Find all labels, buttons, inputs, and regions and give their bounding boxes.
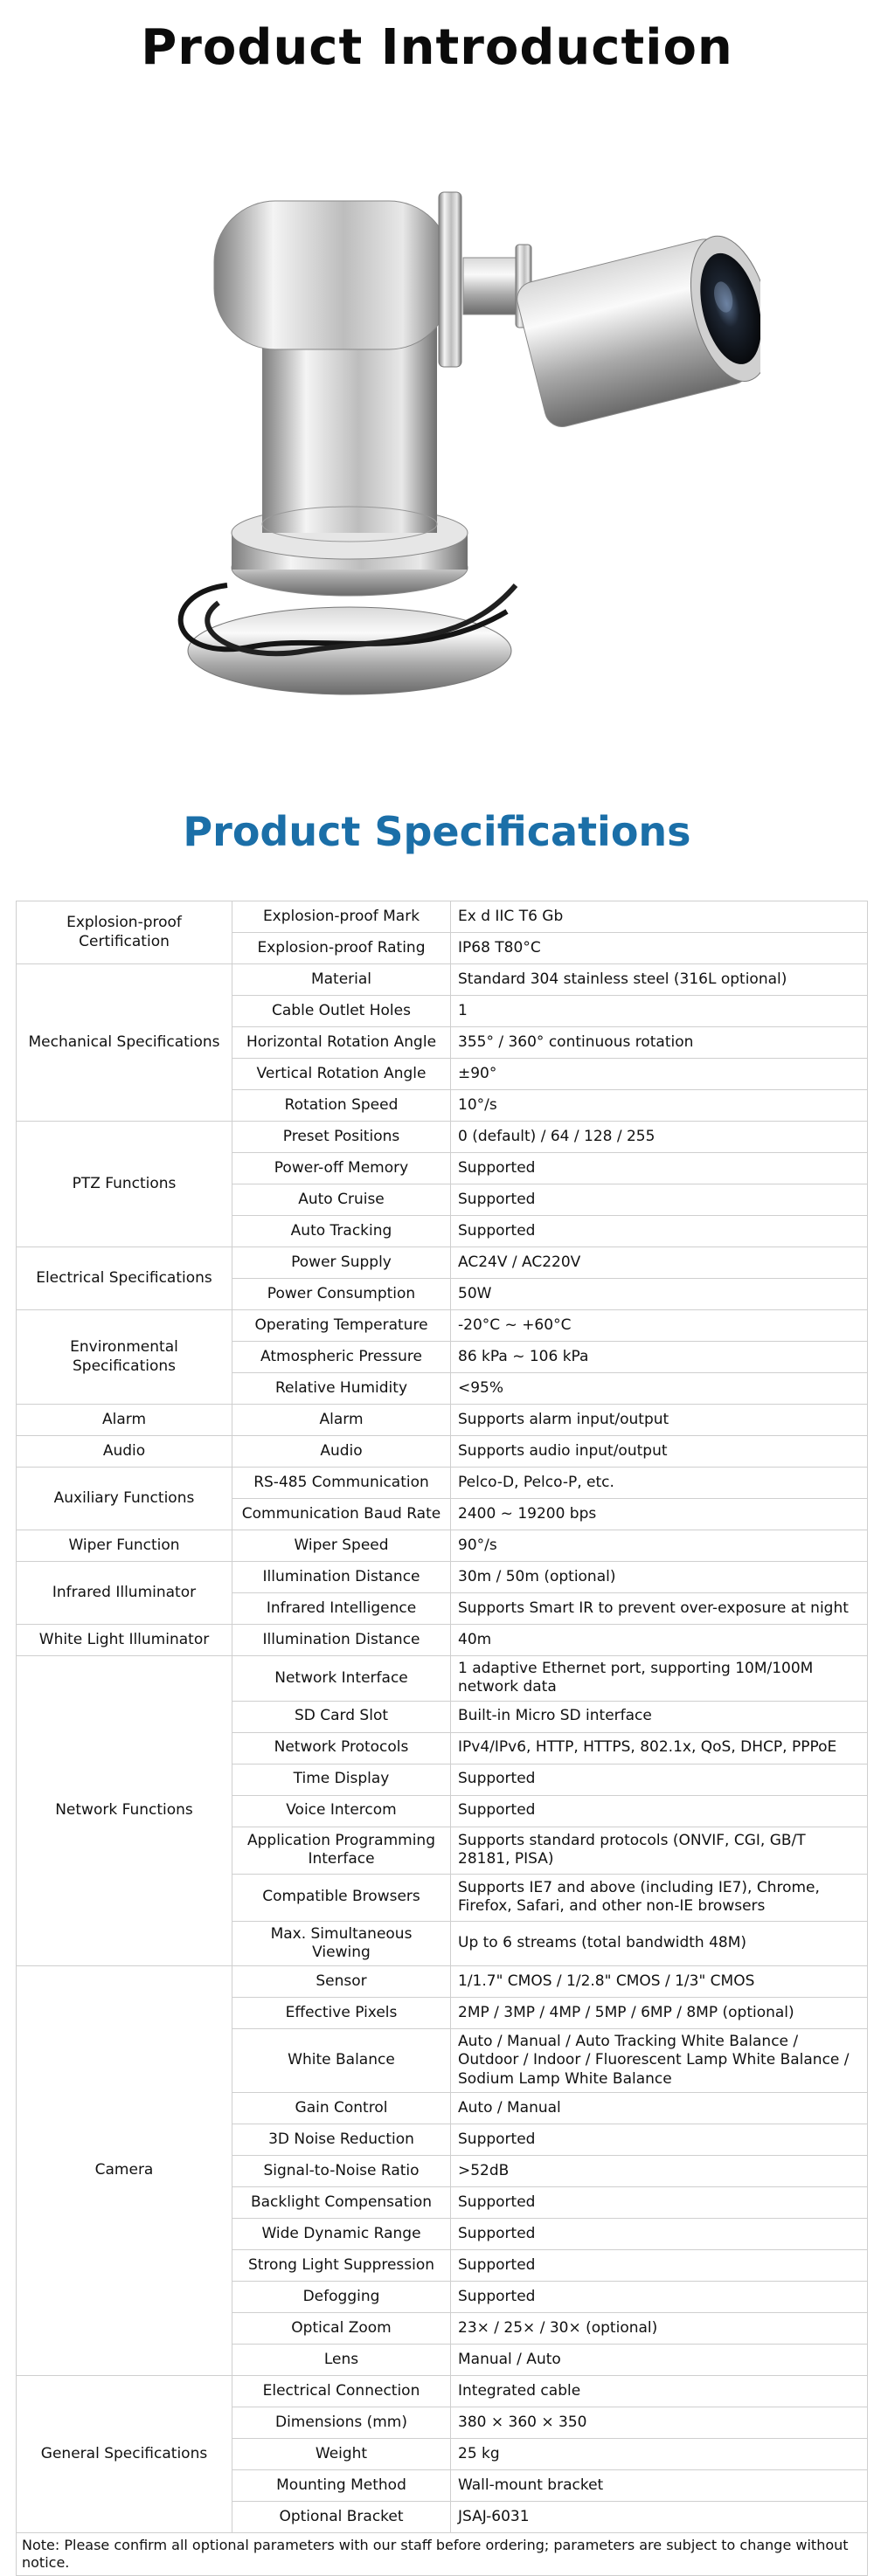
table-row (17, 1656, 868, 1702)
spec-value: 380 × 360 × 350 (451, 2407, 868, 2438)
spec-name: Optical Zoom (232, 2312, 451, 2344)
pan-column (262, 323, 437, 533)
footnote: Note: Please confirm all optional parameters with our staff before ordering; parameters are subject to change without notice. (17, 2532, 868, 2575)
page-title-product-introduction: Product Introduction (141, 19, 733, 76)
spec-value: 1/1.7" CMOS / 1/2.8" CMOS / 1/3" CMOS (451, 1966, 868, 1998)
spec-name: Atmospheric Pressure (232, 1342, 451, 1373)
spec-value: 23× / 25× / 30× (optional) (451, 2312, 868, 2344)
spec-name: Illumination Distance (232, 1625, 451, 1656)
spec-category: Audio (17, 1436, 232, 1468)
spec-name: Compatible Browsers (232, 1874, 451, 1921)
spec-value: 2MP / 3MP / 4MP / 5MP / 6MP / 8MP (optional) (451, 1998, 868, 2029)
spec-category: Alarm (17, 1405, 232, 1436)
product-image (131, 175, 760, 742)
spec-value: Supports IE7 and above (including IE7), Chrome, Firefox, Safari, and other non-IE browsers (451, 1874, 868, 1921)
spec-value: 2400 ~ 19200 bps (451, 1499, 868, 1530)
spec-name: Communication Baud Rate (232, 1499, 451, 1530)
spec-category: Mechanical Specifications (17, 964, 232, 1122)
spec-name: Rotation Speed (232, 1090, 451, 1122)
spec-value: Supported (451, 2186, 868, 2218)
spec-value: Supported (451, 1764, 868, 1795)
spec-value: Pelco-D, Pelco-P, etc. (451, 1468, 868, 1499)
spec-value: 1 (451, 996, 868, 1027)
table-row (17, 2375, 868, 2407)
spec-name: Power Consumption (232, 1279, 451, 1310)
spec-category: Camera (17, 1966, 232, 2376)
spec-value: ±90° (451, 1059, 868, 1090)
spec-value: 50W (451, 1279, 868, 1310)
spec-value: Supported (451, 2281, 868, 2312)
spec-category: Wiper Function (17, 1530, 232, 1562)
spec-value: Supported (451, 1153, 868, 1184)
spec-value: 10°/s (451, 1090, 868, 1122)
spec-value: 30m / 50m (optional) (451, 1562, 868, 1593)
spec-category: White Light Illuminator (17, 1625, 232, 1656)
spec-name: Infrared Intelligence (232, 1593, 451, 1625)
spec-value: JSAJ-6031 (451, 2501, 868, 2532)
table-row (17, 1122, 868, 1153)
spec-name: Explosion-proof Rating (232, 933, 451, 964)
specifications-table (16, 901, 868, 2576)
table-row (17, 964, 868, 996)
table-row (17, 1436, 868, 1468)
table-row (17, 1530, 868, 1562)
table-row (17, 1405, 868, 1436)
spec-value: Supported (451, 1795, 868, 1827)
spec-value: Supported (451, 2249, 868, 2281)
spec-value: 1 adaptive Ethernet port, supporting 10M/100M network data (451, 1656, 868, 1702)
spec-value: Up to 6 streams (total bandwidth 48M) (451, 1921, 868, 1966)
note-row (17, 2532, 868, 2575)
spec-name: Auto Cruise (232, 1184, 451, 1216)
spec-name: SD Card Slot (232, 1701, 451, 1732)
spec-value: Ex d IIC T6 Gb (451, 901, 868, 933)
spec-value: 90°/s (451, 1530, 868, 1562)
spec-value: >52dB (451, 2155, 868, 2186)
spec-value: 25 kg (451, 2438, 868, 2469)
spec-name: Lens (232, 2344, 451, 2375)
spec-category: Network Functions (17, 1656, 232, 1966)
table-row (17, 1625, 868, 1656)
spec-name: Auto Tracking (232, 1216, 451, 1247)
spec-name: Explosion-proof Mark (232, 901, 451, 933)
spec-value: Supports alarm input/output (451, 1405, 868, 1436)
spec-value: Supported (451, 2218, 868, 2249)
spec-name: Material (232, 964, 451, 996)
spec-value: Supports Smart IR to prevent over-exposure at night (451, 1593, 868, 1625)
spec-name: Network Interface (232, 1656, 451, 1702)
spec-name: Operating Temperature (232, 1310, 451, 1342)
spec-value: 0 (default) / 64 / 128 / 255 (451, 1122, 868, 1153)
spec-value: AC24V / AC220V (451, 1247, 868, 1279)
spec-name: Illumination Distance (232, 1562, 451, 1593)
table-row (17, 901, 868, 933)
table-row (17, 1247, 868, 1279)
section-title-product-specifications: Product Specifications (183, 808, 691, 855)
spec-name: Effective Pixels (232, 1998, 451, 2029)
spec-name: Time Display (232, 1764, 451, 1795)
spec-name: Wide Dynamic Range (232, 2218, 451, 2249)
spec-name: Max. Simultaneous Viewing (232, 1921, 451, 1966)
spec-category: PTZ Functions (17, 1122, 232, 1247)
spec-value: Wall-mount bracket (451, 2469, 868, 2501)
spec-category: Explosion-proof Certification (17, 901, 232, 964)
spec-name: Horizontal Rotation Angle (232, 1027, 451, 1059)
spec-category: Electrical Specifications (17, 1247, 232, 1310)
spec-value: -20°C ~ +60°C (451, 1310, 868, 1342)
spec-value: 40m (451, 1625, 868, 1656)
spec-value: Manual / Auto (451, 2344, 868, 2375)
spec-name: White Balance (232, 2029, 451, 2093)
spec-category: Environmental Specifications (17, 1310, 232, 1405)
spec-name: 3D Noise Reduction (232, 2124, 451, 2155)
spec-name: Signal-to-Noise Ratio (232, 2155, 451, 2186)
spec-name: Dimensions (mm) (232, 2407, 451, 2438)
table-row (17, 1468, 868, 1499)
spec-name: Cable Outlet Holes (232, 996, 451, 1027)
spec-name: Defogging (232, 2281, 451, 2312)
spec-value: Integrated cable (451, 2375, 868, 2407)
spec-value: Supported (451, 2124, 868, 2155)
spec-category: Auxiliary Functions (17, 1468, 232, 1530)
spec-value: 355° / 360° continuous rotation (451, 1027, 868, 1059)
spec-name: Preset Positions (232, 1122, 451, 1153)
spec-name: Network Protocols (232, 1732, 451, 1764)
spec-value: Supported (451, 1216, 868, 1247)
spec-value: Supported (451, 1184, 868, 1216)
spec-name: Gain Control (232, 2092, 451, 2124)
spec-name: Voice Intercom (232, 1795, 451, 1827)
spec-name: Vertical Rotation Angle (232, 1059, 451, 1090)
spec-category: General Specifications (17, 2375, 232, 2532)
table-row (17, 1310, 868, 1342)
spec-value: IP68 T80°C (451, 933, 868, 964)
spec-value: IPv4/IPv6, HTTP, HTTPS, 802.1x, QoS, DHCP, PPPoE (451, 1732, 868, 1764)
spec-name: Strong Light Suppression (232, 2249, 451, 2281)
spec-name: Application Programming Interface (232, 1827, 451, 1874)
spec-name: Electrical Connection (232, 2375, 451, 2407)
spec-name: RS-485 Communication (232, 1468, 451, 1499)
spec-name: Power Supply (232, 1247, 451, 1279)
spec-name: Mounting Method (232, 2469, 451, 2501)
spec-name: Weight (232, 2438, 451, 2469)
spec-value: Supports standard protocols (ONVIF, CGI, GB/T 28181, PISA) (451, 1827, 868, 1874)
spec-value: Built-in Micro SD interface (451, 1701, 868, 1732)
table-row (17, 1562, 868, 1593)
spec-name: Backlight Compensation (232, 2186, 451, 2218)
spec-name: Optional Bracket (232, 2501, 451, 2532)
spec-value: Auto / Manual / Auto Tracking White Balance / Outdoor / Indoor / Fluorescent Lamp White Balance / Sodium Lamp White Balance (451, 2029, 868, 2093)
spec-value: <95% (451, 1373, 868, 1405)
spec-name: Relative Humidity (232, 1373, 451, 1405)
spec-name: Sensor (232, 1966, 451, 1998)
spec-category: Infrared Illuminator (17, 1562, 232, 1625)
spec-name: Audio (232, 1436, 451, 1468)
table-row (17, 1966, 868, 1998)
spec-value: Standard 304 stainless steel (316L optional) (451, 964, 868, 996)
spec-value: 86 kPa ~ 106 kPa (451, 1342, 868, 1373)
spec-name: Power-off Memory (232, 1153, 451, 1184)
spec-value: Supports audio input/output (451, 1436, 868, 1468)
spec-name: Wiper Speed (232, 1530, 451, 1562)
spec-value: Auto / Manual (451, 2092, 868, 2124)
spec-name: Alarm (232, 1405, 451, 1436)
